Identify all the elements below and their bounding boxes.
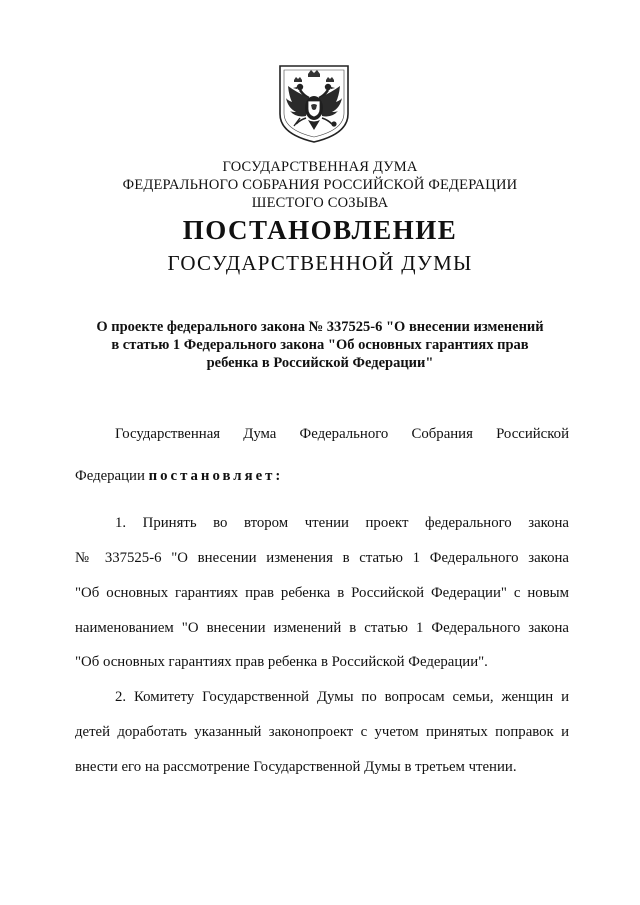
intro-line-start: Федерации: [75, 468, 149, 484]
intro-line: Государственная Дума Федерального Собрания Российской: [115, 426, 569, 442]
resolves-word: постановляет:: [148, 468, 284, 484]
document-subject: [0, 318, 640, 372]
header-line-duma: ГОСУДАРСТВЕННАЯ ДУМА: [222, 159, 418, 175]
coat-of-arms-icon: [276, 62, 352, 144]
item-2-line: детей доработать указанный законопроект с учетом принятых поправок и: [75, 724, 569, 740]
item-1-line: № 337525-6 "О внесении изменения в статью 1 Федерального закона: [75, 550, 569, 566]
item-1-line: "Об основных гарантиях прав ребенка в Российской Федерации".: [75, 654, 488, 670]
subject-line: О проекте федерального закона № 337525-6 "О внесении изменений: [96, 319, 544, 335]
issuer-header: [0, 158, 640, 212]
header-line-assembly: ФЕДЕРАЛЬНОГО СОБРАНИЯ РОССИЙСКОЙ ФЕДЕРАЦИИ: [122, 177, 518, 193]
item-1-line: "Об основных гарантиях прав ребенка в Российской Федерации" с новым: [75, 585, 569, 601]
header-line-convocation: ШЕСТОГО СОЗЫВА: [251, 195, 389, 211]
item-2-line: внести его на рассмотрение Государственной Думы в третьем чтении.: [75, 759, 517, 775]
document-issuer-title: ГОСУДАРСТВЕННОЙ ДУМЫ: [167, 251, 473, 275]
item-1-line: 1. Принять во втором чтении проект федерального закона: [115, 515, 569, 531]
intro-line: [75, 466, 569, 486]
subject-line: ребенка в Российской Федерации": [206, 355, 434, 371]
subject-line: в статью 1 Федерального закона "Об основных гарантиях прав: [111, 337, 529, 353]
item-2-line: 2. Комитету Государственной Думы по вопросам семьи, женщин и: [115, 689, 569, 705]
item-1-line: наименованием "О внесении изменений в статью 1 Федерального закона: [75, 620, 569, 636]
document-type-title: ПОСТАНОВЛЕНИЕ: [182, 215, 458, 245]
